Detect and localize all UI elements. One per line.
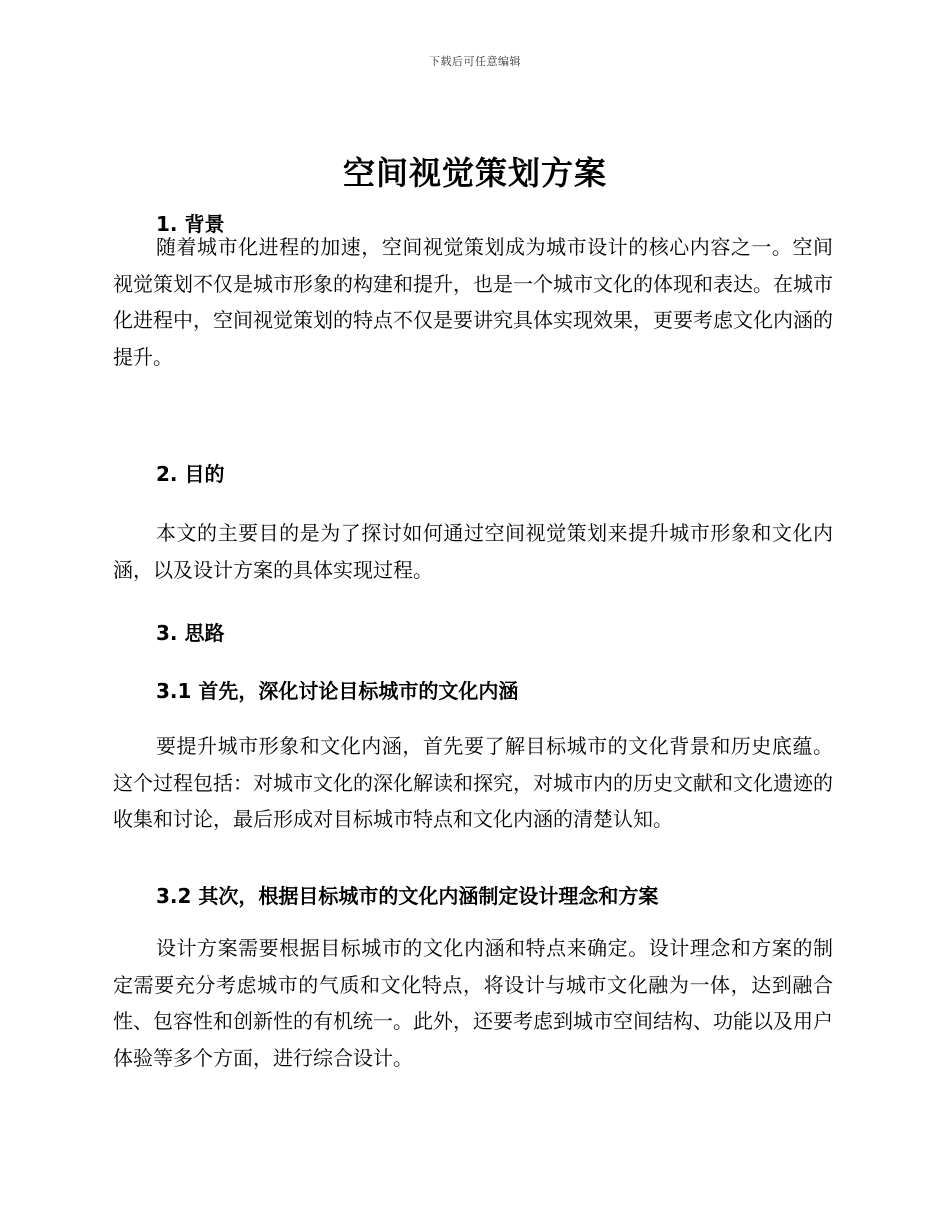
section-paragraph-approach-3-1: 要提升城市形象和文化内涵，首先要了解目标城市的文化背景和历史底蕴。这个过程包括：对城市文化的深化解读和探究，对城市内的历史文献和文化遗迹的收集和讨论，最后形成对目标城市特点和文化内涵的清楚认知。 — [113, 734, 833, 831]
section-heading-approach-3-2: 3.2 其次，根据目标城市的文化内涵制定设计理念和方案 — [156, 884, 659, 908]
section-paragraph-background: 随着城市化进程的加速，空间视觉策划成为城市设计的核心内容之一。空间视觉策划不仅是城市形象的构建和提升，也是一个城市文化的体现和表达。在城市化进程中，空间视觉策划的特点不仅是要讲究具体实现效果，更要考虑文化内涵的提升。 — [113, 235, 833, 369]
section-paragraph-purpose: 本文的主要目的是为了探讨如何通过空间视觉策划来提升城市形象和文化内涵，以及设计方案的具体实现过程。 — [113, 521, 833, 582]
section-paragraph-approach-3-2: 设计方案需要根据目标城市的文化内涵和特点来确定。设计理念和方案的制定需要充分考虑城市的气质和文化特点，将设计与城市文化融为一体，达到融合性、包容性和创新性的有机统一。此外，还要考虑到城市空间结构、功能以及用户体验等多个方面，进行综合设计。 — [113, 936, 833, 1070]
page-header-note: 下载后可任意编辑 — [429, 55, 521, 68]
section-heading-approach: 3. 思路 — [156, 621, 225, 645]
document-title: 空间视觉策划方案 — [342, 154, 607, 192]
section-heading-approach-3-1: 3.1 首先，深化讨论目标城市的文化内涵 — [156, 679, 519, 703]
section-heading-background: 1. 背景 — [156, 212, 225, 236]
section-heading-purpose: 2. 目的 — [156, 462, 225, 486]
